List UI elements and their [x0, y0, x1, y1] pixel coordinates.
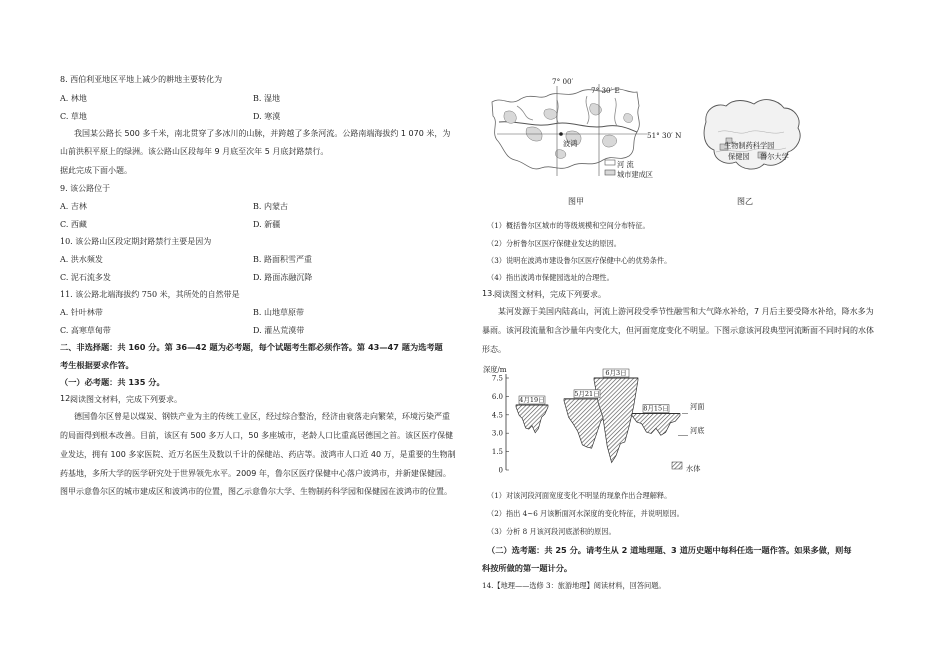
q9-stem: 9. 该公路位于: [60, 184, 111, 193]
section2-heading-2: 考生根据要求作答。: [60, 360, 134, 370]
q10-option-c[interactable]: C. 泥石流多发: [60, 273, 111, 282]
q12-passage-5: 图甲示意鲁尔区的城市建成区和波鸿市的位置，图乙示意鲁尔大学、生物制药科学园和保健园在波鸿市的位置。: [60, 487, 452, 496]
chart-y-tick-label: 7.5: [491, 374, 503, 383]
q12-passage-1: 德国鲁尔区曾是以煤炭、钢铁产业为主的传统工业区，经过综合整治，经济由衰落走向繁荣，环境污染严重: [74, 412, 450, 421]
map-b-label-2: 保健园: [728, 152, 750, 161]
map-a-legend-urban: 城市建成区: [617, 170, 653, 179]
q10-option-a[interactable]: A. 洪水频发: [60, 255, 103, 264]
q8-option-b[interactable]: B. 湿地: [253, 94, 280, 103]
q12-number: 12.: [60, 394, 73, 403]
chart-y-tick-label: 6.0: [491, 392, 503, 401]
chart-label-bed: 河底: [690, 426, 705, 435]
q13-question-2: （2）指出 4~6 月该断面河水深度的变化特征，并说明原因。: [487, 509, 684, 518]
q9-option-b[interactable]: B. 内蒙古: [253, 202, 288, 211]
chart-y-tick-label: 0: [498, 466, 503, 475]
q11-option-b[interactable]: B. 山地草原带: [253, 308, 304, 317]
section2-heading-1: 二、非选择题：共 160 分。第 36—42 题为必考题，每个试题考生都必须作答。第 43—47 题为选考题: [60, 342, 443, 352]
map-b-label-1: 生物制药科学园: [724, 141, 775, 150]
chart-y-tick-label: 1.5: [491, 448, 503, 457]
passage-line-2: 山前洪积平原上的绿洲。该公路山区段每年 9 月底至次年 5 月底封路禁行。: [60, 147, 329, 156]
chart-y-tick-label: 4.5: [491, 411, 503, 420]
chart-water-body-1: [516, 405, 548, 433]
q9-option-c[interactable]: C. 西藏: [60, 220, 87, 229]
q13-intro: 阅读图文材料，完成下列要求。: [494, 290, 606, 299]
chart-water-body-4: [632, 414, 680, 436]
map-a-lon2: 7° 30′ E: [591, 86, 620, 95]
q13-question-3: （3）分析 8 月该河段河底淤积的原因。: [487, 527, 616, 536]
q8-stem: 8. 西伯利亚地区平地上减少的耕地主要转化为: [60, 75, 223, 84]
chart-water-legend-swatch: [672, 462, 682, 469]
map-a-lon1: 7° 00′: [552, 77, 574, 86]
required-heading: （一）必考题：共 135 分。: [60, 377, 165, 387]
q10-option-d[interactable]: D. 路面冻融沉降: [253, 273, 313, 282]
q12-passage-3: 业发达，拥有 100 多家医院、近万名医生及数以千计的保健站、药店等。波鸿市人口近 40 万，是重要的生物制: [60, 450, 456, 459]
passage-line-1: 我国某公路长 500 多千米，南北贯穿了多冰川的山脉，并跨越了多条河流。公路南端海拔约 1 070 米，为: [74, 129, 451, 138]
q13-question-1: （1）对该河段河面宽度变化不明显的现象作出合理解释。: [487, 491, 672, 500]
q8-option-c[interactable]: C. 草地: [60, 112, 87, 121]
q13-passage-1: 某河发源于美国内陆高山，河流上游河段受季节性融雪和大气降水补给，7 月后主要受降水补给，降水多为: [498, 307, 874, 316]
q12-intro: 阅读图文材料，完成下列要求。: [70, 395, 182, 404]
q9-option-d[interactable]: D. 新疆: [253, 220, 281, 229]
map-b: [698, 92, 808, 178]
q13-passage-3: 形态。: [482, 345, 506, 354]
q12-question-2: （2）分析鲁尔区医疗保健业发达的原因。: [487, 239, 621, 248]
q12-question-3: （3）说明在波鸿市建设鲁尔区医疗保健中心的优势条件。: [487, 256, 672, 265]
q13-passage-2: 暴雨。该河段流量和含沙量年内变化大，但河面宽度变化不明显。下图示意该河段典型河流断面不同时间的水体: [482, 326, 874, 335]
q8-option-a[interactable]: A. 林地: [60, 94, 87, 103]
q11-stem: 11. 该公路北端海拔约 750 米，其所处的自然带是: [60, 290, 240, 299]
chart-ylabel: 深度/m: [483, 365, 507, 374]
map-a-caption: 图甲: [568, 197, 584, 206]
chart-y-tick-label: 3.0: [491, 429, 503, 438]
chart-date-label-3: 6月3日: [605, 369, 627, 377]
q11-option-d[interactable]: D. 灌丛荒漠带: [253, 326, 305, 335]
q12-passage-4: 药基地，多所大学的医学研究处于世界领先水平。2009 年，鲁尔区医疗保健中心落户波鸿市，并新建保健园。: [60, 469, 451, 478]
chart-date-label-2: 5月21日: [574, 389, 600, 398]
chart-label-water: 水体: [686, 464, 701, 473]
chart-label-surface: 河面: [690, 402, 705, 411]
map-a-lat: 51° 30′ N: [647, 131, 682, 140]
map-a-legend-river: 河 流: [617, 160, 634, 169]
chart-date-label-4: 8月15日: [643, 404, 669, 413]
map-b-caption: 图乙: [737, 197, 753, 206]
q9-option-a[interactable]: A. 吉林: [60, 202, 87, 211]
q11-option-c[interactable]: C. 高寒草甸带: [60, 326, 111, 335]
map-b-label-3: 鲁尔大学: [760, 152, 789, 161]
optional-heading-2: 科按所做的第一题计分。: [482, 563, 573, 573]
q12-question-4: （4）指出波鸿市保健园选址的合理性。: [487, 273, 614, 282]
q8-option-d[interactable]: D. 寒漠: [253, 112, 281, 121]
q13-number: 13.: [482, 289, 495, 298]
optional-heading-1: （二）选考题：共 25 分。请考生从 2 道地理题、3 道历史题中每科任选一题作答。如果多做，则每: [487, 545, 852, 555]
q10-stem: 10. 该公路山区段定期封路禁行主要是因为: [60, 237, 212, 246]
map-a-city: 波鸿: [563, 139, 578, 148]
q12-passage-2: 的局面得到根本改善。目前，该区有 500 多万人口，50 多座城市，老龄人口比重高居德国之首。该区医疗保健: [60, 431, 454, 440]
q12-question-1: （1）概括鲁尔区城市的等级规模和空间分布特征。: [487, 221, 650, 230]
passage-line-3: 据此完成下面小题。: [60, 166, 132, 175]
q14-stem: 14.【地理——选修 3：旅游地理】阅读材料，回答问题。: [482, 581, 666, 590]
chart-date-label-1: 4月19日: [519, 395, 545, 404]
q11-option-a[interactable]: A. 针叶林带: [60, 308, 103, 317]
q10-option-b[interactable]: B. 路面积雪严重: [253, 255, 312, 264]
